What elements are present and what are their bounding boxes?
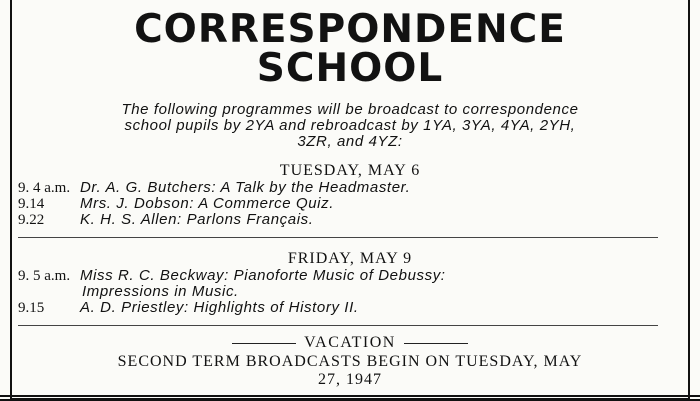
term-notice xyxy=(18,353,682,389)
section-heading: TUESDAY, MAY 6 xyxy=(279,162,421,179)
notice-title: CORRESPONDENCE SCHOOL xyxy=(134,7,566,91)
programme-desc: K. H. S. Allen: Parlons Français. xyxy=(80,211,314,228)
section-divider xyxy=(18,237,658,238)
section-divider xyxy=(18,325,658,326)
programme-row xyxy=(18,196,682,212)
bottom-double-rule xyxy=(0,395,700,401)
programme-row xyxy=(18,300,682,316)
programme-desc: Dr. A. G. Butchers: A Talk by the Headmaster. xyxy=(80,179,411,196)
intro-paragraph xyxy=(18,102,682,150)
intro-line-2: school pupils by 2YA and rebroadcast by 1YA, 3YA, 4YA, 2YH, xyxy=(124,117,576,134)
vacation-heading xyxy=(18,334,682,352)
intro-line-3: 3ZR, and 4YZ: xyxy=(297,133,403,150)
vacation-label: VACATION xyxy=(304,334,396,351)
programme-row xyxy=(18,180,682,196)
programme-time: 9.22 xyxy=(18,212,45,228)
programme-desc-continuation: Impressions in Music. xyxy=(82,283,239,300)
intro-line-1: The following programmes will be broadcast to correspondence xyxy=(121,101,579,118)
programme-desc: A. D. Priestley: Highlights of History II. xyxy=(80,299,359,316)
programme-row xyxy=(18,268,682,284)
section-tuesday xyxy=(18,162,682,228)
programme-time: 9. 4 a.m. xyxy=(18,180,71,196)
right-dash-rule xyxy=(404,343,468,344)
programme-desc: Miss R. C. Beckway: Pianoforte Music of Debussy: xyxy=(80,267,446,284)
left-dash-rule xyxy=(232,343,296,344)
section-heading: FRIDAY, MAY 9 xyxy=(287,250,413,267)
programme-time: 9.15 xyxy=(18,300,45,316)
section-friday xyxy=(18,250,682,316)
term-notice-line-1: SECOND TERM BROADCASTS BEGIN ON TUESDAY, MAY xyxy=(117,353,583,370)
notice-content xyxy=(18,0,682,389)
programme-time: 9. 5 a.m. xyxy=(18,268,71,284)
programme-time: 9.14 xyxy=(18,196,45,212)
term-notice-line-2: 27, 1947 xyxy=(318,371,382,388)
programme-desc: Mrs. J. Dobson: A Commerce Quiz. xyxy=(80,195,334,212)
programme-row xyxy=(18,212,682,228)
